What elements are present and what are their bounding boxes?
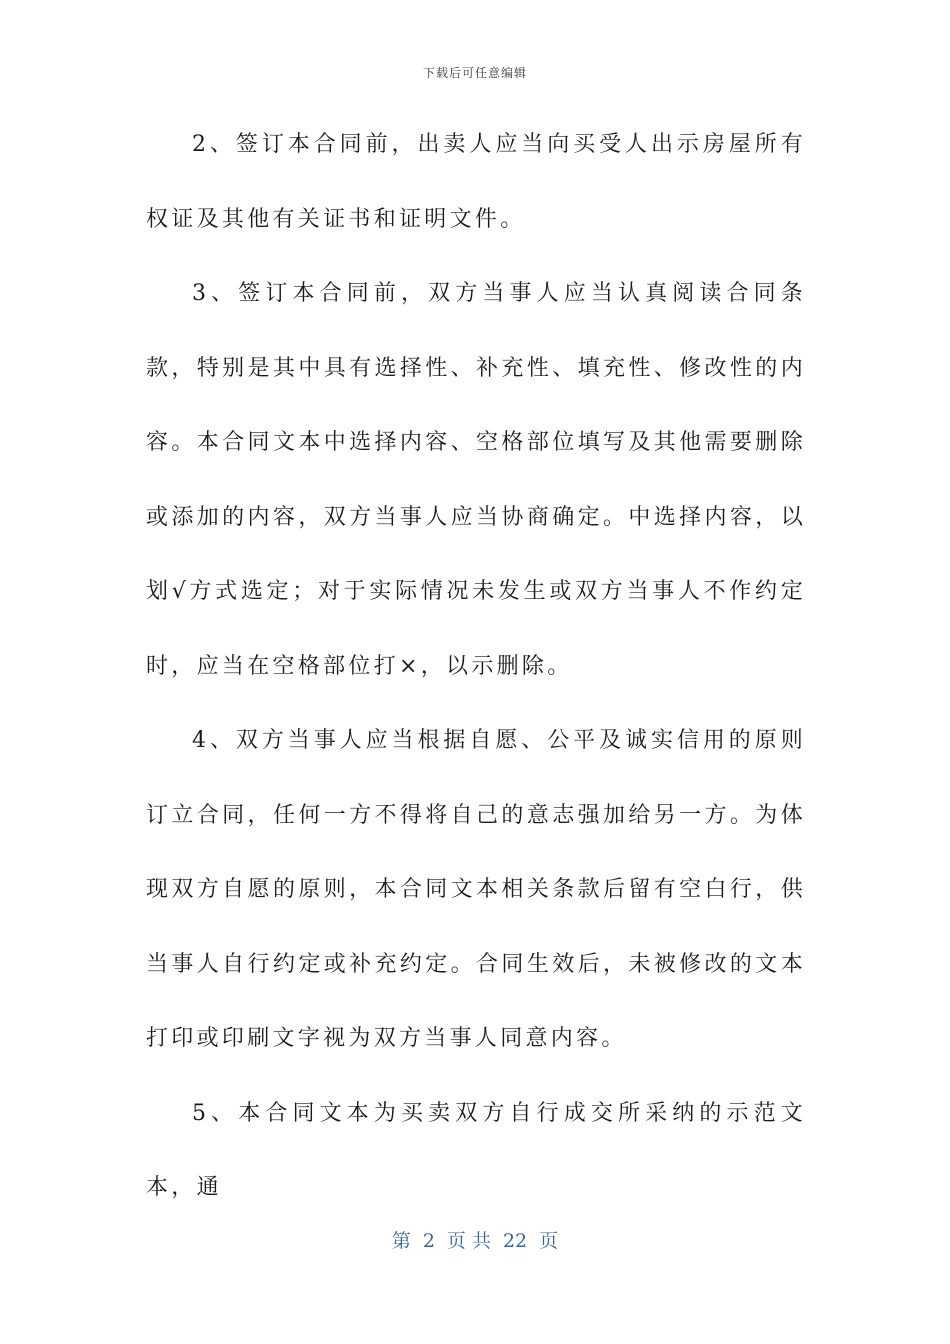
paragraph-clause-4: 4、双方当事人应当根据自愿、公平及诚实信用的原则订立合同，任何一方不得将自己的意志强加给另一方。为体现双方自愿的原则，本合同文本相关条款后留有空白行，供当事人自行约定或补充约定。合同生效后，未被修改的文本打印或印刷文字视为双方当事人同意内容。 bbox=[146, 728, 806, 1051]
paragraph-clause-5: 5、本合同文本为买卖双方自行成交所采纳的示范文本，通 bbox=[146, 1100, 806, 1200]
page-footer bbox=[0, 1226, 950, 1253]
footer-total-pages: 22 bbox=[502, 1230, 528, 1252]
page-header: 下载后可任意编辑 bbox=[422, 66, 527, 80]
paragraph-clause-3: 3、签订本合同前，双方当事人应当认真阅读合同条款，特别是其中具有选择性、补充性、填充性、修改性的内容。本合同文本中选择内容、空格部位填写及其他需要删除或添加的内容，双方当事人应当协商确定。中选择内容，以划√方式选定；对于实际情况未发生或双方当事人不作约定时，应当在空格部位打×，以示删除。 bbox=[146, 281, 806, 679]
document-body bbox=[146, 108, 806, 1226]
footer-middle: 页 共 bbox=[446, 1230, 491, 1252]
footer-suffix: 页 bbox=[539, 1230, 559, 1252]
paragraph-clause-2: 2、签订本合同前，出卖人应当向买受人出示房屋所有权证及其他有关证书和证明文件。 bbox=[146, 132, 806, 232]
footer-prefix: 第 bbox=[391, 1230, 411, 1252]
footer-current-page: 2 bbox=[422, 1230, 435, 1252]
